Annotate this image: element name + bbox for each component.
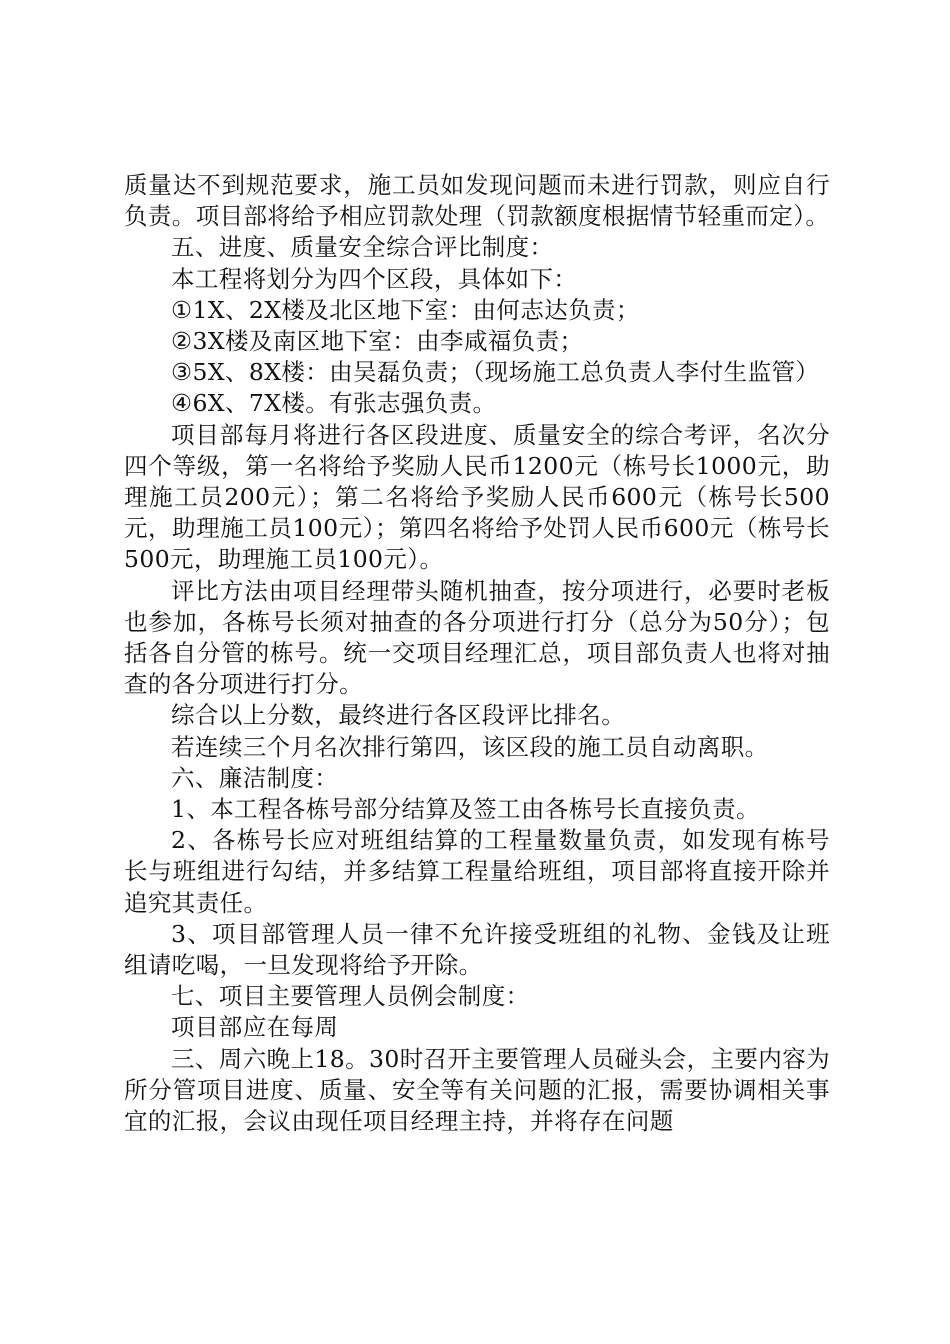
zone-item-2: ②3X楼及南区地下室：由李咸福负责； [171, 327, 584, 356]
integrity-rule-3: 3、项目部管理人员一律不允许接受班组的礼物、金钱及让班组请吃喝，一旦发现将给予开除。 [124, 919, 830, 980]
paragraph-evaluation-method: 评比方法由项目经理带头随机抽查，按分项进行，必要时老板也参加，各栋号长须对抽查的各分项进行打分（总分为50分）；包括各自分管的栋号。统一交项目经理汇总，项目部负责人也将对抽查的各分项进行打分。 [124, 576, 830, 699]
heading-section-six: 六、廉洁制度： [171, 763, 339, 792]
integrity-rule-1: 1、本工程各栋号部分结算及签工由各栋号长直接负责。 [171, 795, 760, 824]
zone-item-3: ③5X、8X楼：由吴磊负责；（现场施工总负责人李付生监管） [171, 358, 820, 387]
paragraph-meeting-details: 三、周六晚上18。30时召开主要管理人员碰头会，主要内容为所分管项目进度、质量、安全等有关问题的汇报，需要协调相关事宜的汇报，会议由现任项目经理主持，并将存在问题 [124, 1044, 830, 1136]
zone-item-1: ①1X、2X楼及北区地下室：由何志达负责； [171, 295, 640, 324]
heading-section-seven: 七、项目主要管理人员例会制度： [171, 982, 530, 1011]
paragraph-weekly-meeting: 项目部应在每周 [171, 1013, 339, 1042]
paragraph-monthly-evaluation: 项目部每月将进行各区段进度、质量安全的综合考评，名次分四个等级，第一名将给予奖励人民币1200元（栋号长1000元，助理施工员200元）；第二名将给予奖励人民币600元（栋号长500元，助理施工员100元）；第四名将给予处罚人民币600元（栋号长500元，助理施工员100元）。 [124, 420, 830, 574]
paragraph-zones-intro: 本工程将划分为四个区段，具体如下： [171, 264, 578, 293]
document-body [124, 170, 830, 1137]
paragraph-dismissal-rule: 若连续三个月名次排行第四，该区段的施工员自动离职。 [171, 732, 769, 761]
integrity-rule-2: 2、各栋号长应对班组结算的工程量数量负责，如发现有栋号长与班组进行勾结，并多结算工程量给班组，项目部将直接开除并追究其责任。 [124, 826, 830, 917]
zone-item-4: ④6X、7X楼。有张志强负责。 [171, 389, 497, 418]
paragraph-ranking: 综合以上分数，最终进行各区段评比排名。 [171, 701, 626, 730]
heading-section-five: 五、进度、质量安全综合评比制度： [171, 233, 554, 262]
paragraph-penalty-continued: 质量达不到规范要求，施工员如发现问题而未进行罚款，则应自行负责。项目部将给予相应罚款处理（罚款额度根据情节轻重而定）。 [124, 171, 830, 231]
